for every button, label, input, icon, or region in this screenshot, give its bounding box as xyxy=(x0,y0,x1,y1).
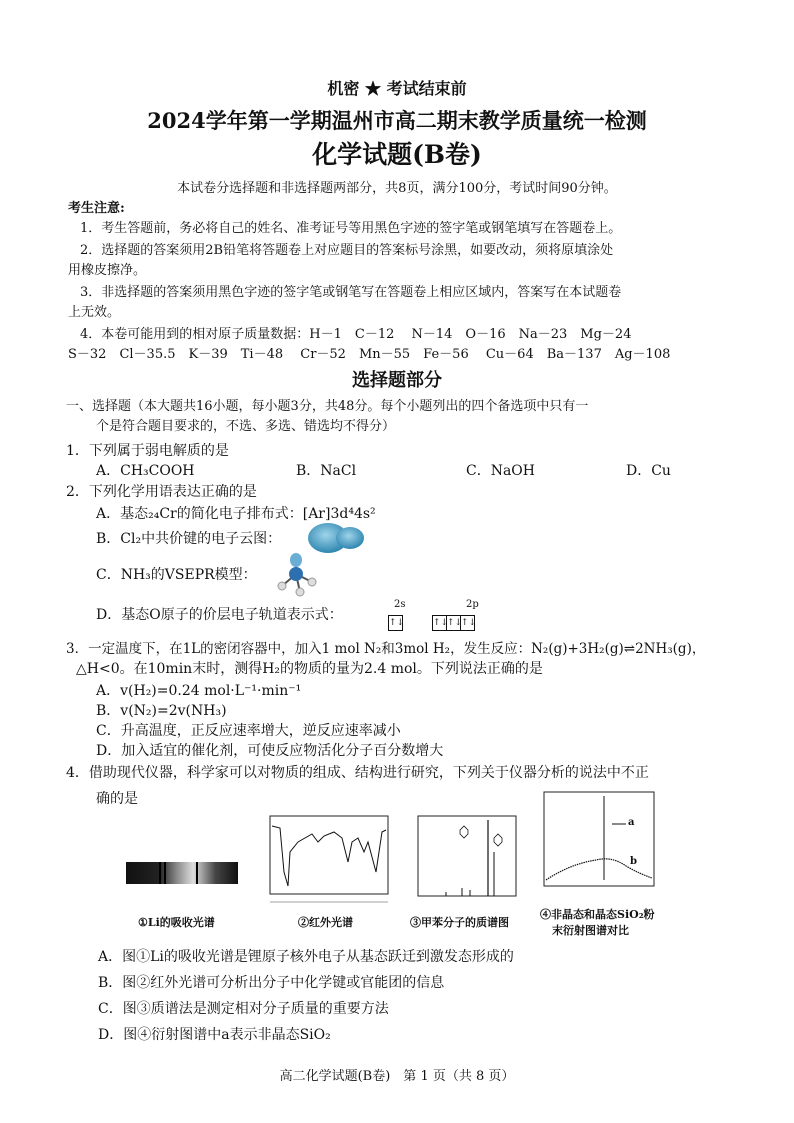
q4-stem-cont: 确的是 xyxy=(96,791,138,807)
q3-option-d: D．加入适宜的催化剂，可使反应物活化分子百分数增大 xyxy=(96,743,444,759)
q1-stem: 1．下列属于弱电解质的是 xyxy=(66,443,229,459)
page-footer: 高二化学试题(B卷) 第 1 页（共 8 页） xyxy=(279,1069,515,1084)
electron-cloud-image xyxy=(302,520,366,556)
figure-4-caption: ④非晶态和晶态SiO₂粉 xyxy=(540,908,655,921)
q2-stem: 2．下列化学用语表达正确的是 xyxy=(66,484,257,500)
q4-option-b: B．图②红外光谱可分析出分子中化学键或官能团的信息 xyxy=(98,975,445,991)
q3-stem: 3．一定温度下，在1L的密闭容器中，加入1 mol N₂和3mol H₂，发生反应：N₂(g)+3H₂(g)⇌2NH₃(g)， xyxy=(66,641,706,657)
q1-option-b: B．NaCl xyxy=(296,463,357,479)
q4-option-d: D．图④衍射图谱中a表示非晶态SiO₂ xyxy=(98,1027,331,1043)
q3-option-a: A．v(H₂)=0.24 mol·L⁻¹·min⁻¹ xyxy=(96,683,302,699)
note-4-cont: S－32 Cl－35.5 K－39 Ti－48 Cr－52 Mn－55 Fe－56 Cu－64 Ba－137 Ag－108 xyxy=(68,347,671,362)
intro-text: 本试卷分选择题和非选择题两部分，共8页，满分100分，考试时间90分钟。 xyxy=(177,181,617,196)
orbital-2s-label: 2s xyxy=(394,599,406,610)
q2-option-b: B．Cl₂中共价键的电子云图： xyxy=(96,531,282,547)
q3-option-b: B．v(N₂)=2v(NH₃) xyxy=(96,703,227,719)
section-title: 选择题部分 xyxy=(352,370,442,391)
orbital-2s-box xyxy=(388,612,405,631)
figure-4-label-b: b xyxy=(630,856,637,867)
ir-spectrum-figure xyxy=(254,812,394,908)
q4-stem: 4．借助现代仪器，科学家可以对物质的组成、结构进行研究，下列关于仪器分析的说法中不正 xyxy=(66,765,649,781)
orbital-box: ↑↓ xyxy=(388,615,403,631)
section-desc: 一、选择题（本大题共16小题，每小题3分，共48分。每个小题列出的四个备选项中只有一 xyxy=(66,399,589,414)
figure-4-caption-cont: 末衍射图谱对比 xyxy=(552,924,629,937)
q1-option-a: A．CH₃COOH xyxy=(96,463,195,479)
q2-option-d: D．基态O原子的价层电子轨道表示式： xyxy=(96,607,343,623)
exam-title: 2024学年第一学期温州市高二期末教学质量统一检测 xyxy=(147,108,647,133)
q2-option-c: C．NH₃的VSEPR模型： xyxy=(96,567,257,583)
notes-heading: 考生注意: xyxy=(68,201,125,216)
q4-option-a: A．图①Li的吸收光谱是锂原子核外电子从基态跃迁到激发态形成的 xyxy=(98,949,514,965)
q4-option-c: C．图③质谱法是测定相对分子质量的重要方法 xyxy=(98,1001,389,1017)
note-4: 4．本卷可能用到的相对原子质量数据：H－1 C－12 N－14 O－16 Na－23 Mg－24 xyxy=(80,327,632,342)
confidential-mark: 机密 ★ 考试结束前 xyxy=(327,79,467,98)
paper-subtitle: 化学试题(B卷) xyxy=(312,140,482,169)
orbital-box: ↑↓ xyxy=(432,615,447,631)
orbital-box: ↑↓ xyxy=(460,615,475,631)
orbital-box: ↑↓ xyxy=(446,615,461,631)
note-3: 3．非选择题的答案须用黑色字迹的签字笔或钢笔写在答题卷上相应区域内，答案写在本试题卷 xyxy=(80,285,622,300)
vsepr-model-image xyxy=(272,552,322,598)
note-2-cont: 用橡皮擦净。 xyxy=(68,263,147,278)
figure-1-caption: ①Li的吸收光谱 xyxy=(138,916,215,929)
q3-stem-cont: △H<0。在10min末时，测得H₂的物质的量为2.4 mol。下列说法正确的是 xyxy=(76,661,543,677)
note-1: 1．考生答题前，务必将自己的姓名、准考证号等用黑色字迹的签字笔或钢笔填写在答题卷上。 xyxy=(80,221,622,236)
note-3-cont: 上无效。 xyxy=(68,305,121,320)
mass-spectrum-figure xyxy=(406,812,520,908)
figure-4-label-a: a xyxy=(628,817,635,828)
orbital-2p-label: 2p xyxy=(466,599,479,610)
q1-option-c: C．NaOH xyxy=(466,463,535,479)
note-2: 2．选择题的答案须用2B铅笔将答题卷上对应题目的答案标号涂黑，如要改动，须将原填涂处 xyxy=(80,243,614,258)
q2-option-a: A．基态₂₄Cr的简化电子排布式：[Ar]3d⁴4s² xyxy=(96,506,376,522)
orbital-2p-boxes xyxy=(432,612,477,631)
q1-option-d: D．Cu xyxy=(626,463,671,479)
section-desc-cont: 个是符合题目要求的，不选、多选、错选均不得分） xyxy=(96,419,396,434)
diffraction-pattern-figure xyxy=(540,790,658,890)
absorption-spectrum-figure xyxy=(126,862,238,884)
q3-option-c: C．升高温度，正反应速率增大，逆反应速率减小 xyxy=(96,723,401,739)
figure-2-caption: ②红外光谱 xyxy=(298,916,353,929)
figure-3-caption: ③甲苯分子的质谱图 xyxy=(410,916,509,929)
